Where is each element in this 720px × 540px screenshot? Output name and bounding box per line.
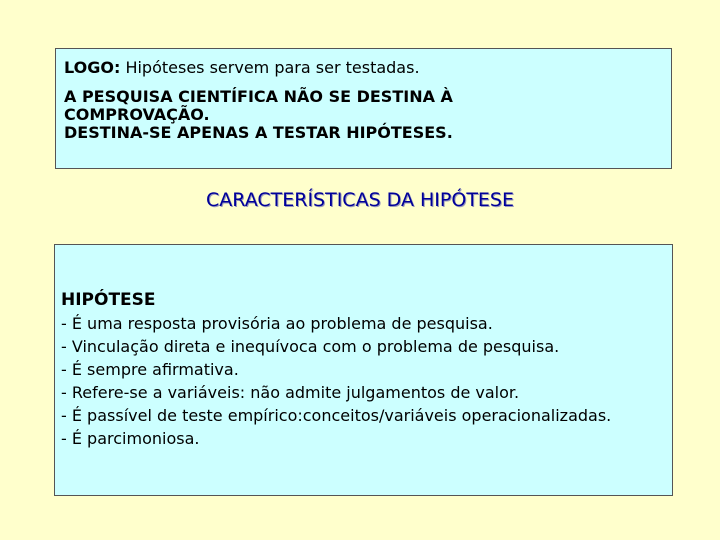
hypothesis-item: - É parcimoniosa. [61, 429, 200, 448]
hypothesis-item: - Vinculação direta e inequívoca com o problema de pesquisa. [61, 337, 560, 356]
section-title: CARACTERÍSTICAS DA HIPÓTESE [206, 189, 514, 211]
statement-line: A PESQUISA CIENTÍFICA NÃO SE DESTINA À [64, 87, 453, 106]
hypothesis-item: - É passível de teste empírico:conceitos/variáveis operacionalizadas. [61, 406, 612, 425]
logo-label: LOGO: [64, 58, 121, 77]
hypothesis-heading: HIPÓTESE [61, 290, 156, 310]
hypothesis-item: - Refere-se a variáveis: não admite julgamentos de valor. [61, 383, 520, 402]
research-statement [64, 88, 663, 142]
statement-line: COMPROVAÇÃO. [64, 105, 210, 124]
hypothesis-item: - É uma resposta provisória ao problema de pesquisa. [61, 314, 493, 333]
statement-line: DESTINA-SE APENAS A TESTAR HIPÓTESES. [64, 123, 453, 142]
logo-text: Hipóteses servem para ser testadas. [125, 58, 420, 77]
logo-line [64, 58, 663, 78]
hypothesis-box [54, 244, 673, 496]
hypothesis-item: - É sempre afirmativa. [61, 360, 239, 379]
logo-box [55, 48, 672, 169]
